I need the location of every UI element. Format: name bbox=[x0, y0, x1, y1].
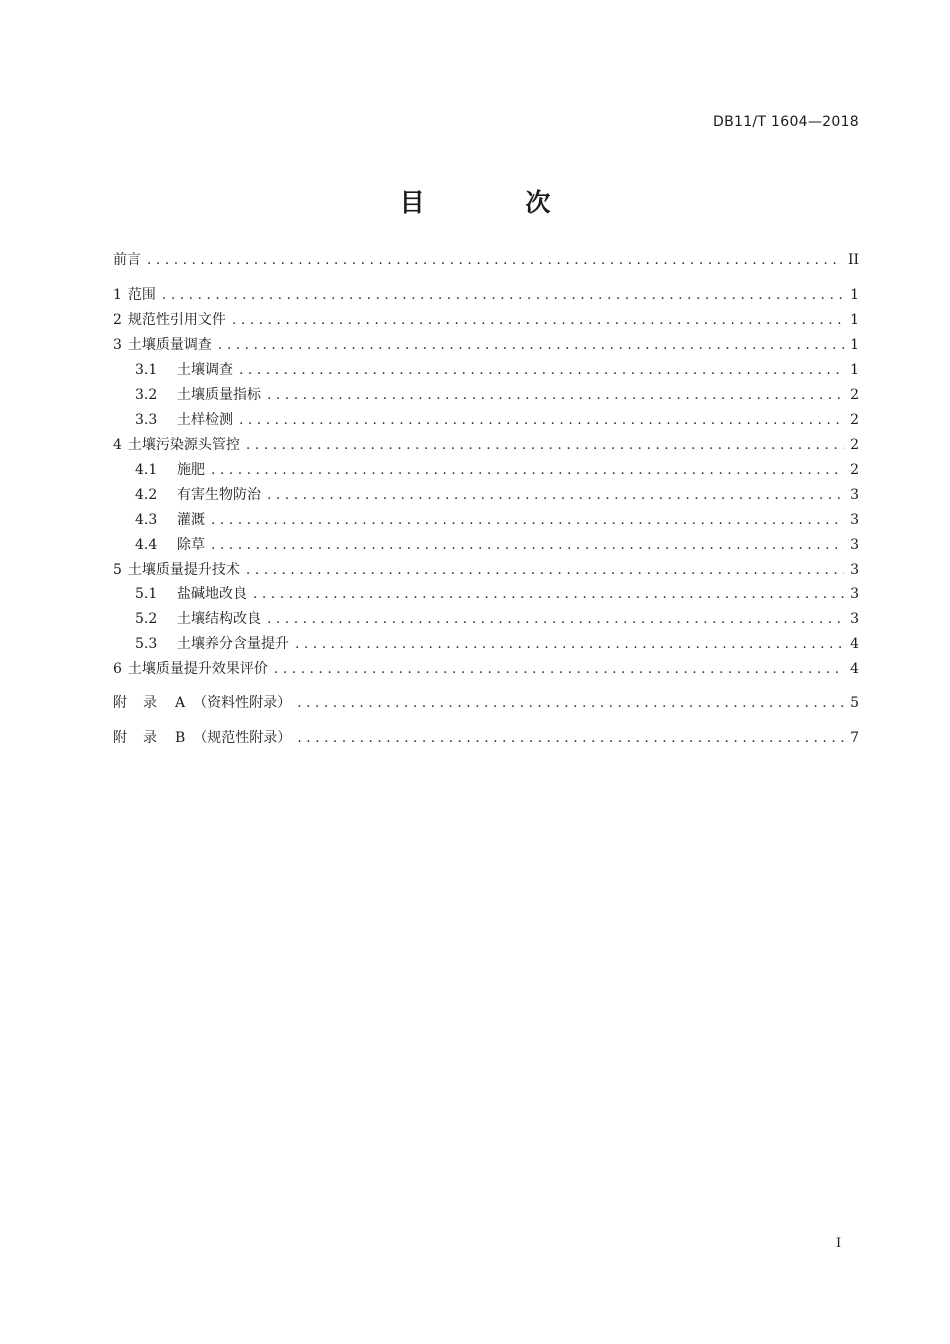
toc-entry-page: 3 bbox=[850, 487, 859, 503]
toc-entry-page: 1 bbox=[850, 362, 859, 378]
toc-entry-4-4[interactable] bbox=[135, 535, 859, 555]
toc-entry-page: 4 bbox=[850, 636, 859, 652]
toc-entry-page: 4 bbox=[850, 661, 859, 677]
toc-entry-number: 3.2 bbox=[135, 387, 158, 403]
toc-entry-number: 5 bbox=[113, 562, 122, 578]
standard-number: DB11/T 1604—2018 bbox=[713, 114, 859, 130]
toc-leader-dots bbox=[295, 634, 844, 654]
appendix-letter: A bbox=[175, 695, 186, 711]
toc-entry-page: 3 bbox=[850, 537, 859, 553]
toc-entry-label: 土样检测 bbox=[177, 412, 233, 428]
toc-entry-number: 5.1 bbox=[135, 586, 158, 602]
toc-leader-dots bbox=[246, 560, 844, 580]
toc-leader-dots bbox=[211, 510, 844, 530]
appendix-label: （资料性附录） bbox=[193, 695, 292, 711]
toc-entry-number: 3 bbox=[113, 337, 122, 353]
toc-entry-label: 规范性引用文件 bbox=[127, 312, 226, 328]
toc-entry-page: 2 bbox=[850, 462, 859, 478]
toc-entry-number: 1 bbox=[113, 287, 122, 303]
toc-entry-label: 前言 bbox=[113, 252, 141, 268]
toc-entry-6[interactable] bbox=[113, 659, 859, 679]
toc-entry-number: 3.1 bbox=[135, 362, 158, 378]
toc-leader-dots bbox=[253, 584, 844, 604]
toc-entry-5-3[interactable] bbox=[135, 634, 859, 654]
toc-entry-number: 4.3 bbox=[135, 512, 158, 528]
toc-leader-dots bbox=[218, 335, 844, 355]
toc-entry-label: 土壤质量指标 bbox=[177, 387, 261, 403]
toc-entry-5-1[interactable] bbox=[135, 584, 859, 604]
appendix-letter: B bbox=[175, 730, 186, 746]
toc-leader-dots bbox=[147, 250, 842, 270]
toc-leader-dots bbox=[267, 385, 844, 405]
toc-entry-number: 3.3 bbox=[135, 412, 158, 428]
toc-leader-dots bbox=[239, 360, 844, 380]
toc-entry-number: 4.2 bbox=[135, 487, 158, 503]
toc-leader-dots bbox=[297, 728, 844, 748]
toc-title: 目 次 bbox=[399, 188, 597, 217]
toc-leader-dots bbox=[211, 535, 844, 555]
toc-entry-label: 除草 bbox=[177, 537, 205, 553]
toc-entry-3-1[interactable] bbox=[135, 360, 859, 380]
toc-entry-number: 4 bbox=[113, 437, 122, 453]
toc-entry-2[interactable] bbox=[113, 310, 859, 330]
toc-entry-label: 灌溉 bbox=[177, 512, 205, 528]
toc-entry-page: 3 bbox=[850, 562, 859, 578]
toc-entry-1[interactable] bbox=[113, 285, 859, 305]
toc-leader-dots bbox=[297, 693, 844, 713]
toc-entry-label: 土壤质量调查 bbox=[127, 337, 212, 353]
toc-entry-number: 2 bbox=[113, 312, 122, 328]
toc-entry-label: 土壤污染源头管控 bbox=[127, 437, 240, 453]
toc-entry-page: 2 bbox=[850, 387, 859, 403]
appendix-word: 附录 bbox=[113, 695, 173, 711]
toc-entry-page: 1 bbox=[850, 287, 859, 303]
toc-entry-3-2[interactable] bbox=[135, 385, 859, 405]
toc-entry-4-2[interactable] bbox=[135, 485, 859, 505]
toc-leader-dots bbox=[232, 310, 844, 330]
toc-leader-dots bbox=[211, 460, 844, 480]
toc-leader-dots bbox=[246, 435, 844, 455]
toc-leader-dots bbox=[267, 609, 844, 629]
toc-entry-number: 5.3 bbox=[135, 636, 158, 652]
toc-leader-dots bbox=[267, 485, 844, 505]
toc-entry-number: 4.1 bbox=[135, 462, 158, 478]
toc-entry-page: 5 bbox=[850, 695, 859, 711]
toc-entry-label: 土壤结构改良 bbox=[177, 611, 261, 627]
toc-entry-4-3[interactable] bbox=[135, 510, 859, 530]
toc-entry-page: 7 bbox=[850, 730, 859, 746]
toc-entry-page: 2 bbox=[850, 437, 859, 453]
toc-entry-5[interactable] bbox=[113, 560, 859, 580]
toc-entry-label: 土壤质量提升效果评价 bbox=[127, 661, 268, 677]
toc-entry-label: 范围 bbox=[127, 287, 156, 303]
toc-leader-dots bbox=[274, 659, 844, 679]
toc-entry-number: 5.2 bbox=[135, 611, 158, 627]
toc-entry-number: 4.4 bbox=[135, 537, 158, 553]
toc-entry-page: 3 bbox=[850, 586, 859, 602]
toc-entry-label: 有害生物防治 bbox=[177, 487, 261, 503]
appendix-label: （规范性附录） bbox=[193, 730, 292, 746]
toc-entry-3[interactable] bbox=[113, 335, 859, 355]
toc-entry-page: II bbox=[847, 252, 859, 268]
toc-entry-4[interactable] bbox=[113, 435, 859, 455]
toc-entry-page: 2 bbox=[850, 412, 859, 428]
toc-entry-page: 3 bbox=[850, 611, 859, 627]
page-number: I bbox=[836, 1236, 842, 1251]
toc-entry-label: 盐碱地改良 bbox=[177, 586, 247, 602]
toc-entry-foreword[interactable] bbox=[113, 250, 859, 270]
toc-entry-page: 1 bbox=[850, 312, 859, 328]
toc-appendix-b[interactable] bbox=[113, 728, 859, 748]
toc-leader-dots bbox=[162, 285, 844, 305]
toc-entry-number: 6 bbox=[113, 661, 122, 677]
toc-entry-label: 土壤质量提升技术 bbox=[127, 562, 240, 578]
toc-entry-page: 1 bbox=[850, 337, 859, 353]
toc-entry-5-2[interactable] bbox=[135, 609, 859, 629]
toc-entry-label: 土壤调查 bbox=[177, 362, 233, 378]
toc-entry-3-3[interactable] bbox=[135, 410, 859, 430]
toc-entry-4-1[interactable] bbox=[135, 460, 859, 480]
toc-entry-label: 施肥 bbox=[177, 462, 205, 478]
toc-appendix-a[interactable] bbox=[113, 693, 859, 713]
toc-leader-dots bbox=[239, 410, 844, 430]
appendix-word: 附录 bbox=[113, 730, 173, 746]
toc-entry-page: 3 bbox=[850, 512, 859, 528]
toc-entry-label: 土壤养分含量提升 bbox=[177, 636, 289, 652]
